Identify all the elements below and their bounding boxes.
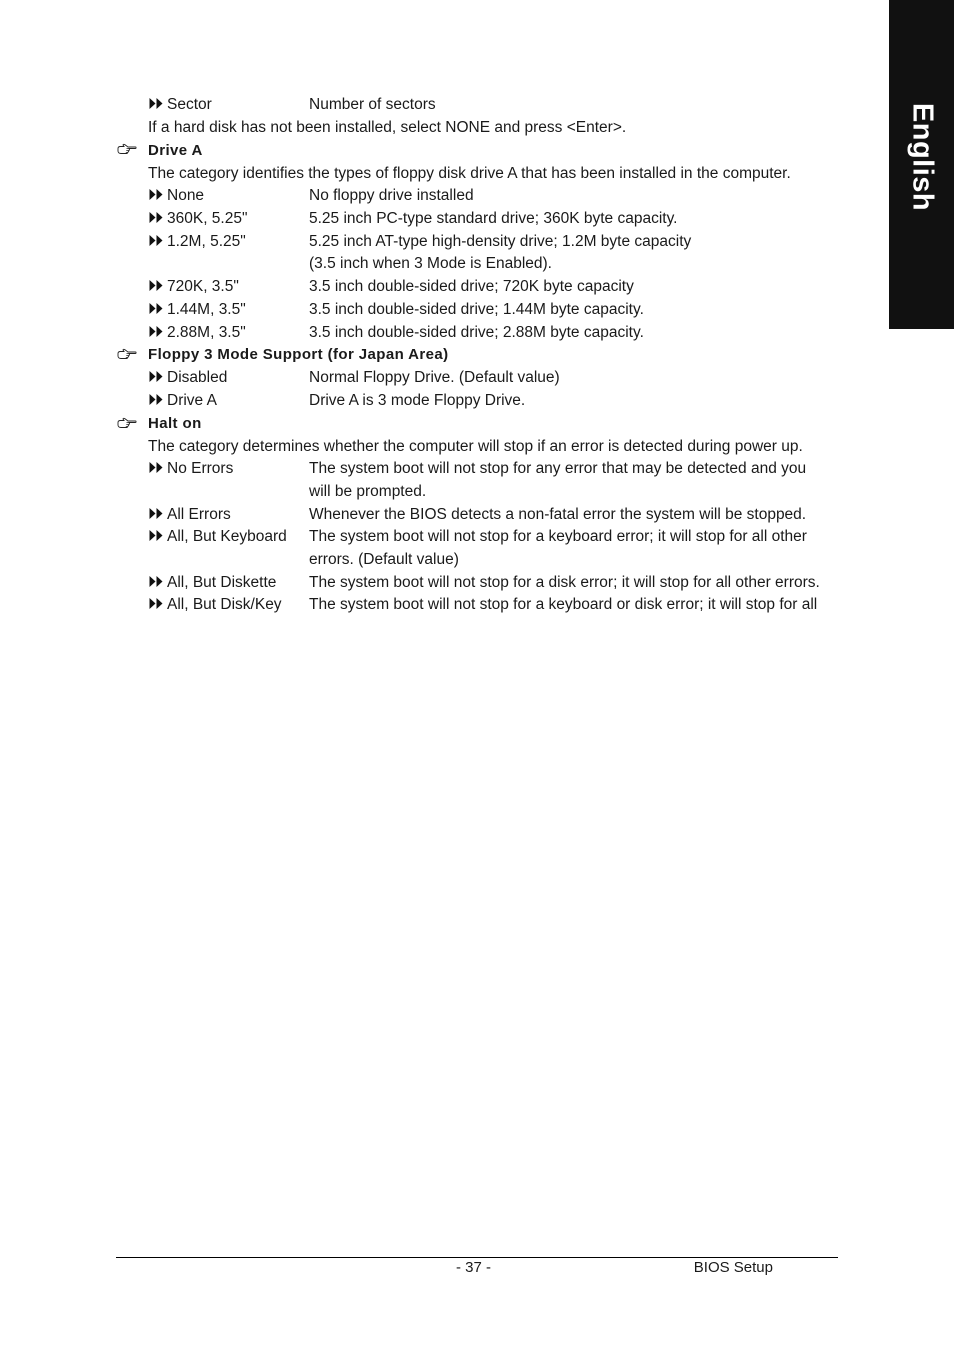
option-key <box>148 459 233 479</box>
double-arrow-icon <box>148 530 164 541</box>
option-key <box>148 391 217 411</box>
double-arrow-icon <box>148 98 164 109</box>
option-value: The system boot will not stop for a keyboard or disk error; it will stop for all <box>309 596 818 613</box>
option-key <box>148 186 204 206</box>
option-key <box>148 368 227 388</box>
option-value: The system boot will not stop for any error that may be detected and you <box>309 460 807 477</box>
option-key-text: Sector <box>167 96 212 113</box>
drive-a-intro: The category identifies the types of floppy disk drive A that has been installed in the computer. <box>148 165 791 182</box>
double-arrow-icon <box>148 576 164 587</box>
hard-disk-note: If a hard disk has not been installed, select NONE and press <Enter>. <box>148 119 627 136</box>
option-value: The system boot will not stop for a keyboard error; it will stop for all other <box>309 528 807 545</box>
option-key <box>148 527 287 547</box>
double-arrow-icon <box>148 212 164 223</box>
pointing-hand-icon <box>117 348 137 360</box>
option-value-continued: (3.5 inch when 3 Mode is Enabled). <box>309 255 552 272</box>
option-value-sector: Number of sectors <box>309 96 436 113</box>
option-key-text: 1.2M, 5.25" <box>167 233 246 250</box>
double-arrow-icon <box>148 280 164 291</box>
option-value: 3.5 inch double-sided drive; 1.44M byte capacity. <box>309 301 644 318</box>
option-key <box>148 300 246 320</box>
option-key <box>148 323 246 343</box>
option-key <box>148 209 247 229</box>
option-value: Drive A is 3 mode Floppy Drive. <box>309 392 526 409</box>
option-key-text: All, But Keyboard <box>167 528 287 545</box>
option-key <box>148 277 239 297</box>
option-key-text: All, But Diskette <box>167 574 277 591</box>
option-value: 5.25 inch AT-type high-density drive; 1.2M byte capacity <box>309 233 692 250</box>
option-key <box>148 595 282 615</box>
option-key-text: All, But Disk/Key <box>167 596 282 613</box>
option-value: 3.5 inch double-sided drive; 720K byte capacity <box>309 278 634 295</box>
option-value: The system boot will not stop for a disk error; it will stop for all other errors. <box>309 574 820 591</box>
language-side-tab-label: English <box>906 102 938 212</box>
footer-section-title: BIOS Setup <box>693 1259 773 1276</box>
option-key <box>148 505 231 525</box>
double-arrow-icon <box>148 508 164 519</box>
halt-on-intro: The category determines whether the computer will stop if an error is detected during power up. <box>148 438 803 455</box>
option-value: 3.5 inch double-sided drive; 2.88M byte capacity. <box>309 324 644 341</box>
option-key-text: 720K, 3.5" <box>167 278 239 295</box>
option-value-continued: will be prompted. <box>309 483 427 500</box>
option-value: Whenever the BIOS detects a non-fatal error the system will be stopped. <box>309 506 807 523</box>
double-arrow-icon <box>148 394 164 405</box>
option-key-text: 360K, 5.25" <box>167 210 248 227</box>
option-key <box>148 573 276 593</box>
option-key-text: 2.88M, 3.5" <box>167 324 246 341</box>
language-side-tab <box>889 0 954 329</box>
pointing-hand-icon <box>117 143 137 155</box>
option-key <box>148 232 246 252</box>
double-arrow-icon <box>148 189 164 200</box>
option-key-text: 1.44M, 3.5" <box>167 301 246 318</box>
option-key-text: None <box>167 187 205 204</box>
page-number: - 37 - <box>456 1259 492 1276</box>
option-value: Normal Floppy Drive. (Default value) <box>309 369 560 386</box>
double-arrow-icon <box>148 462 164 473</box>
pointing-hand-icon <box>117 417 137 429</box>
option-key-sector <box>148 95 212 115</box>
double-arrow-icon <box>148 371 164 382</box>
option-key-text: All Errors <box>167 506 231 523</box>
double-arrow-icon <box>148 598 164 609</box>
section-heading-drive-a: Drive A <box>148 142 203 159</box>
option-key-text: Disabled <box>167 369 228 386</box>
option-value: No floppy drive installed <box>309 187 474 204</box>
option-value: 5.25 inch PC-type standard drive; 360K byte capacity. <box>309 210 678 227</box>
double-arrow-icon <box>148 326 164 337</box>
section-heading-halt-on: Halt on <box>148 415 202 432</box>
option-key-text: Drive A <box>167 392 217 409</box>
option-key-text: No Errors <box>167 460 234 477</box>
double-arrow-icon <box>148 235 164 246</box>
double-arrow-icon <box>148 303 164 314</box>
option-value-continued: errors. (Default value) <box>309 551 459 568</box>
section-heading-floppy-3-mode: Floppy 3 Mode Support (for Japan Area) <box>148 346 449 363</box>
